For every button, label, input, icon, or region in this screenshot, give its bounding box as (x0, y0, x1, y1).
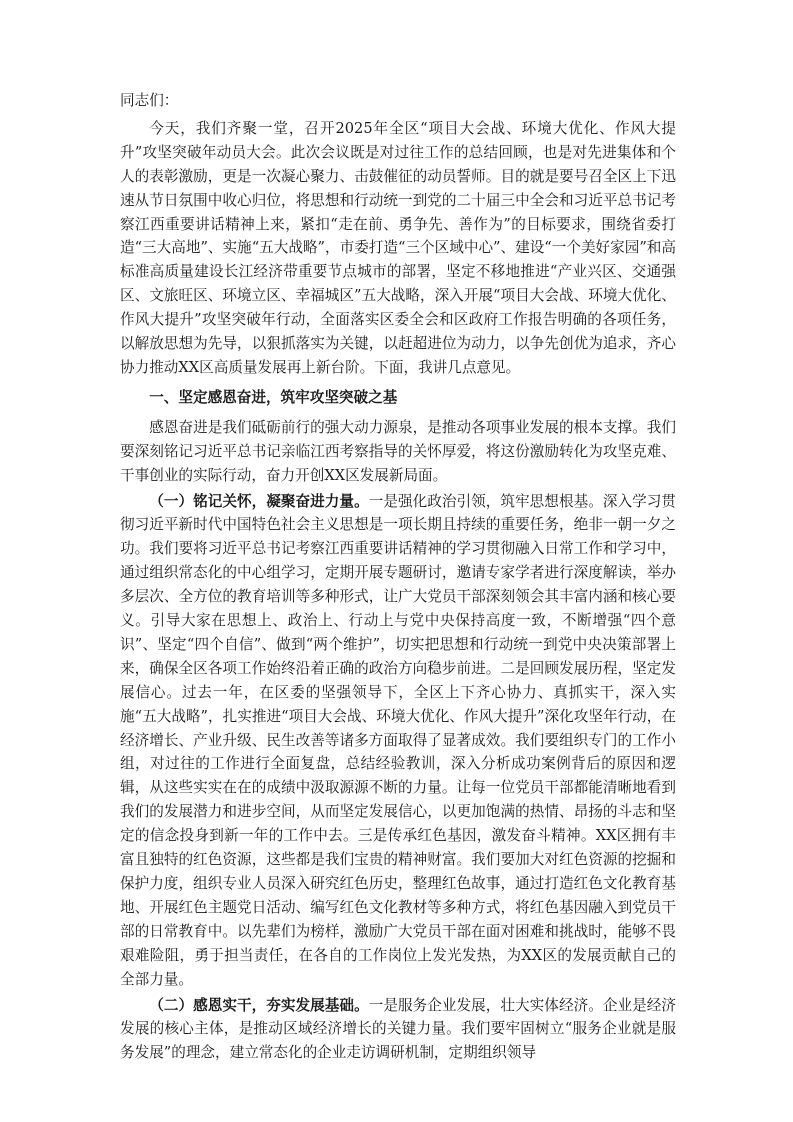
subsection-2-body: 一是服务企业发展，壮大实体经济。企业是经济发展的核心主体，是推动区域经济增长的关键力量。我们要牢固树立“服务企业就是服务发展”的理念，建立常态化的企业走访调研机制，定期组织领导 (120, 996, 676, 1062)
subsection-1-paragraph (120, 490, 676, 992)
subsection-2-title: （二）感恩实干，夯实发展基础。 (149, 996, 369, 1014)
salutation: 同志们： (120, 92, 179, 109)
subsection-2-paragraph (120, 994, 676, 1066)
intro-paragraph: 今天，我们齐聚一堂，召开2025年全区“项目大会战、环境大优化、作风大提升”攻坚突破年动员大会。此次会议既是对过往工作的总结回顾，也是对先进集体和个人的表彰激励，更是一次凝心聚力、击鼓催征的动员誓师。目的就是要号召全区上下迅速从节日氛围中收心归位，将思想和行动统一到党的二十届三中全会和习近平总书记考察江西重要讲话精神上来，紧扣“走在前、勇争先、善作为”的目标要求，围绕省委打造“三大高地”、实施“五大战略”，市委打造“三个区域中心”、建设“一个美好家园”和高标准高质量建设长江经济带重要节点城市的部署，坚定不移地推进“产业兴区、交通强区、文旅旺区、环境立区、幸福城区”五大战略，深入开展“项目大会战、环境大优化、作风大提升”攻坚突破年行动，全面落实区委全会和区政府工作报告明确的各项任务，以解放思想为先导，以狠抓落实为关键，以赶超进位为动力，以争先创优为追求，齐心协力推动XX区高质量发展再上新台阶。下面，我讲几点意见。 (120, 119, 676, 376)
section-heading: 一、坚定感恩奋进，筑牢攻坚突破之基 (149, 388, 398, 406)
document-page (120, 89, 676, 1067)
subsection-1-body: 一是强化政治引领，筑牢思想根基。深入学习贯彻习近平新时代中国特色社会主义思想是一项长期且持续的重要任务，绝非一朝一夕之功。我们要将习近平总书记考察江西重要讲话精神的学习贯彻融入日常工作和学习中，通过组织常态化的中心组学习，定期开展专题研讨，邀请专家学者进行深度解读，举办多层次、全方位的教育培训等多种形式，让广大党员干部深刻领会其丰富内涵和核心要义。引导大家在思想上、政治上、行动上与党中央保持高度一致，不断增强“四个意识”、坚定“四个自信”、做到“两个维护”，切实把思想和行动统一到党中央决策部署上来，确保全区各项工作始终沿着正确的政治方向稳步前进。二是回顾发展历程，坚定发展信心。过去一年，在区委的坚强领导下，全区上下齐心协力、真抓实干，深入实施“五大战略”，扎实推进“项目大会战、环境大优化、作风大提升”深化攻坚年行动，在经济增长、产业升级、民生改善等诸多方面取得了显著成效。我们要组织专门的工作小组，对过往的工作进行全面复盘，总结经验教训，深入分析成功案例背后的原因和逻辑，从这些实实在在的成绩中汲取源源不断的力量。让每一位党员干部都能清晰地看到我们的发展潜力和进步空间，从而坚定发展信心，以更加饱满的热情、昂扬的斗志和坚定的信念投身到新一年的工作中去。三是传承红色基因，激发奋斗精神。XX区拥有丰富且独特的红色资源，这些都是我们宝贵的精神财富。我们要加大对红色资源的挖掘和保护力度，组织专业人员深入研究红色历史，整理红色故事，通过打造红色文化教育基地、开展红色主题党日活动、编写红色文化教材等多种方式，将红色基因融入到党员干部的日常教育中。以先辈们为榜样，激励广大党员干部在面对困难和挑战时，能够不畏艰难险阻，勇于担当责任，在各自的工作岗位上发光发热，为XX区的发展贡献自己的全部力量。 (120, 492, 676, 988)
subsection-1-title: （一）铭记关怀，凝聚奋进力量。 (149, 492, 369, 510)
section-intro-paragraph: 感恩奋进是我们砥砺前行的强大动力源泉，是推动各项事业发展的根本支撑。我们要深刻铭记习近平总书记亲临江西考察指导的关怀厚爱，将这份激励转化为攻坚克难、干事创业的实际行动，奋力开创XX区发展新局面。 (120, 418, 676, 484)
